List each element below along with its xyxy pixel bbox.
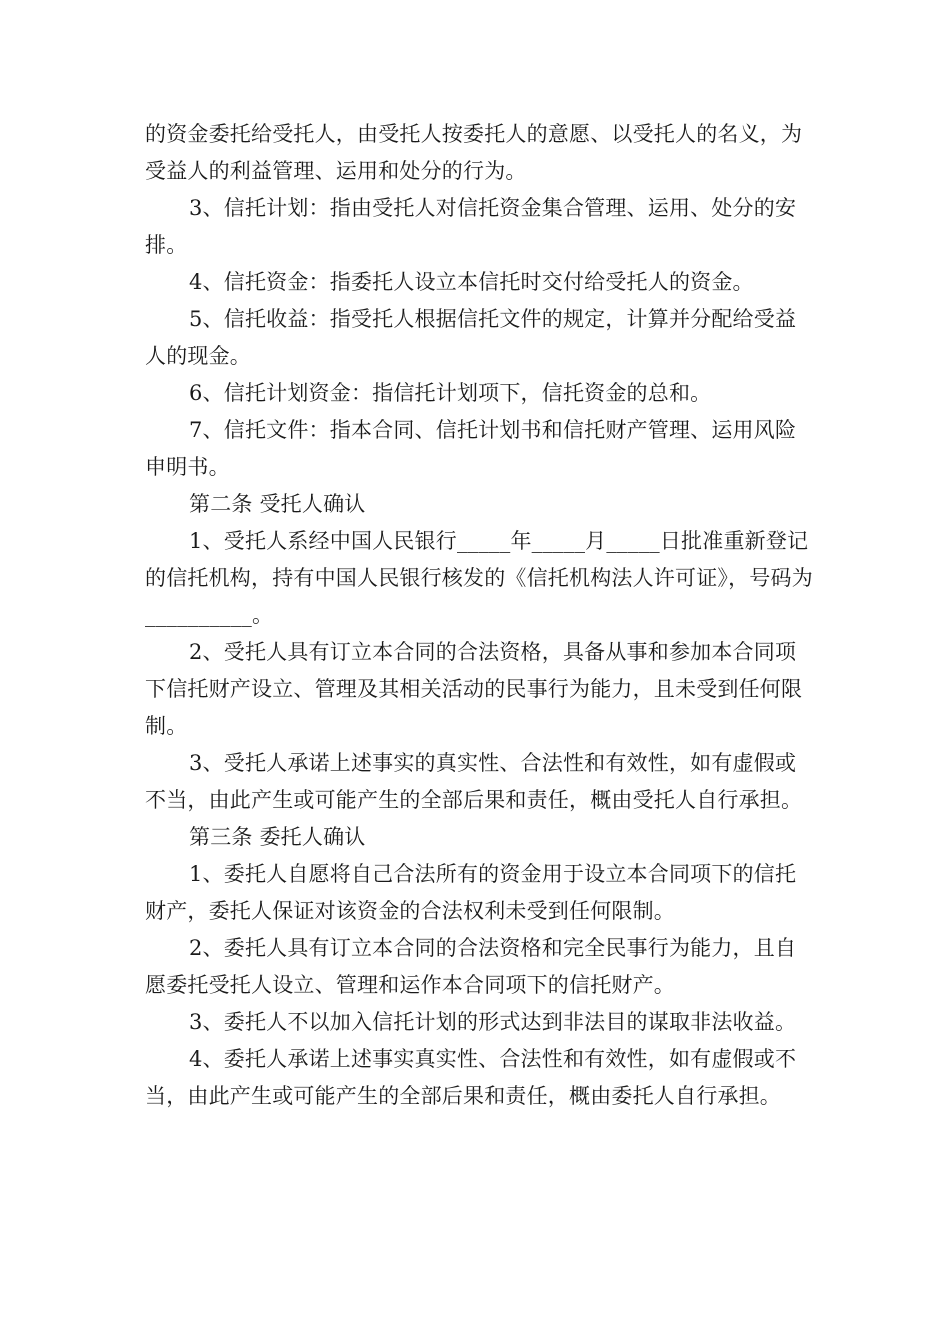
- article-2-heading: 第二条 受托人确认: [189, 492, 366, 516]
- paragraph-definition-5: 5、信托收益：指受托人根据信托文件的规定，计算并分配给受益人的现金。: [145, 307, 797, 368]
- paragraph-definition-7: 7、信托文件：指本合同、信托计划书和信托财产管理、运用风险申明书。: [145, 418, 797, 479]
- paragraph-article-2-item-1: 1、受托人系经中国人民银行_____年_____月_____日批准重新登记的信托机构，持有中国人民银行核发的《信托机构法人许可证》，号码为__________。: [145, 529, 813, 627]
- paragraph-article-2-item-3: 3、受托人承诺上述事实的真实性、合法性和有效性，如有虚假或不当，由此产生或可能产生的全部后果和责任，概由受托人自行承担。: [145, 751, 803, 812]
- paragraph-definition-continued: 的资金委托给受托人，由受托人按委托人的意愿、以受托人的名义，为受益人的利益管理、运用和处分的行为。: [145, 122, 803, 183]
- paragraph-article-2-item-2: 2、受托人具有订立本合同的合法资格，具备从事和参加本合同项下信托财产设立、管理及其相关活动的民事行为能力，且未受到任何限制。: [145, 640, 803, 738]
- paragraph-definition-6: 6、信托计划资金：指信托计划项下，信托资金的总和。: [189, 381, 712, 405]
- article-3-heading: 第三条 委托人确认: [189, 825, 366, 849]
- paragraph-article-3-item-4: 4、委托人承诺上述事实真实性、合法性和有效性，如有虚假或不当，由此产生或可能产生的全部后果和责任，概由委托人自行承担。: [145, 1047, 797, 1108]
- paragraph-definition-4: 4、信托资金：指委托人设立本信托时交付给受托人的资金。: [189, 270, 754, 294]
- paragraph-article-3-item-1: 1、委托人自愿将自己合法所有的资金用于设立本合同项下的信托财产，委托人保证对该资金的合法权利未受到任何限制。: [145, 862, 797, 923]
- paragraph-article-3-item-3: 3、委托人不以加入信托计划的形式达到非法目的谋取非法收益。: [189, 1010, 797, 1034]
- paragraph-article-3-item-2: 2、委托人具有订立本合同的合法资格和完全民事行为能力，且自愿委托受托人设立、管理和运作本合同项下的信托财产。: [145, 936, 797, 997]
- document-body: [145, 116, 817, 1115]
- paragraph-definition-3: 3、信托计划：指由受托人对信托资金集合管理、运用、处分的安排。: [145, 196, 797, 257]
